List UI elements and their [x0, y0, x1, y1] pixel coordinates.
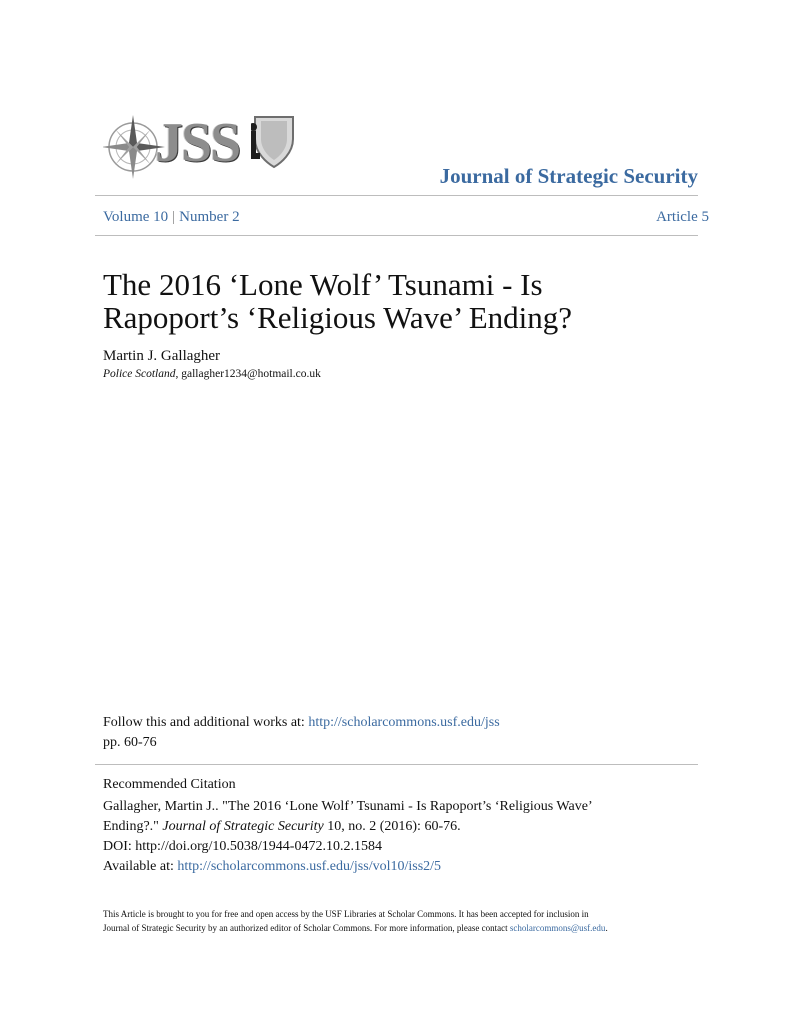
page-range: pp. 60-76: [103, 735, 157, 750]
volume-link[interactable]: Volume 10: [103, 209, 169, 225]
available-link[interactable]: http://scholarcommons.usf.edu/jss/vol10/iss2/5: [177, 859, 442, 874]
follow-label: Follow this and additional works at:: [103, 715, 309, 730]
citation-line-2: [103, 817, 703, 837]
number-link[interactable]: Number 2: [179, 209, 240, 225]
author-affiliation: [103, 368, 321, 380]
available-label: Available at:: [103, 859, 178, 874]
citation-volume-pages: 10, no. 2 (2016): 60-76.: [323, 819, 461, 834]
follow-line: [103, 715, 500, 731]
citation-line-1: Gallagher, Martin J.. "The 2016 ‘Lone Wolf’ Tsunami - Is Rapoport’s ‘Religious Wave’: [103, 799, 593, 814]
issue-divider: [95, 235, 698, 236]
article-number-link[interactable]: Article 5: [656, 209, 709, 225]
footer-text: Journal of Strategic Security by an authorized editor of Scholar Commons. For more information, please contact: [103, 923, 510, 933]
footer-notice: [103, 907, 703, 935]
header-divider: [95, 195, 698, 196]
citation-available: [103, 857, 703, 877]
issue-info: [103, 209, 240, 226]
citation-divider: [95, 764, 698, 765]
logo-text: JSS: [155, 112, 240, 174]
follow-link[interactable]: http://scholarcommons.usf.edu/jss: [308, 715, 500, 730]
citation-journal: Journal of Strategic Security: [162, 819, 324, 834]
citation-title-end: Ending?.": [103, 819, 163, 834]
affiliation-org: Police Scotland: [103, 368, 176, 380]
citation-block: [103, 797, 703, 877]
footer-line-2: [103, 921, 703, 935]
journal-name: Journal of Strategic Security: [439, 164, 698, 188]
citation-heading: Recommended Citation: [103, 777, 236, 792]
citation-doi: DOI: http://doi.org/10.5038/1944-0472.10.2.1584: [103, 839, 382, 854]
author-name: Martin J. Gallagher: [103, 348, 221, 364]
title-line-1: The 2016 ‘Lone Wolf’ Tsunami - Is: [103, 267, 543, 302]
contact-email-link[interactable]: scholarcommons@usf.edu: [509, 923, 606, 933]
shield-chess-icon: [251, 113, 297, 169]
title-line-2: Rapoport’s ‘Religious Wave’ Ending?: [103, 300, 573, 335]
footer-line-1: This Article is brought to you for free and open access by the USF Libraries at Scholar Commons. It has been accepted for inclusion in: [103, 909, 589, 919]
jss-logo: [103, 105, 303, 185]
article-title: [103, 268, 723, 334]
footer-period: .: [605, 923, 608, 933]
affiliation-email: , gallagher1234@hotmail.co.uk: [175, 368, 321, 380]
issue-separator: |: [172, 209, 176, 225]
